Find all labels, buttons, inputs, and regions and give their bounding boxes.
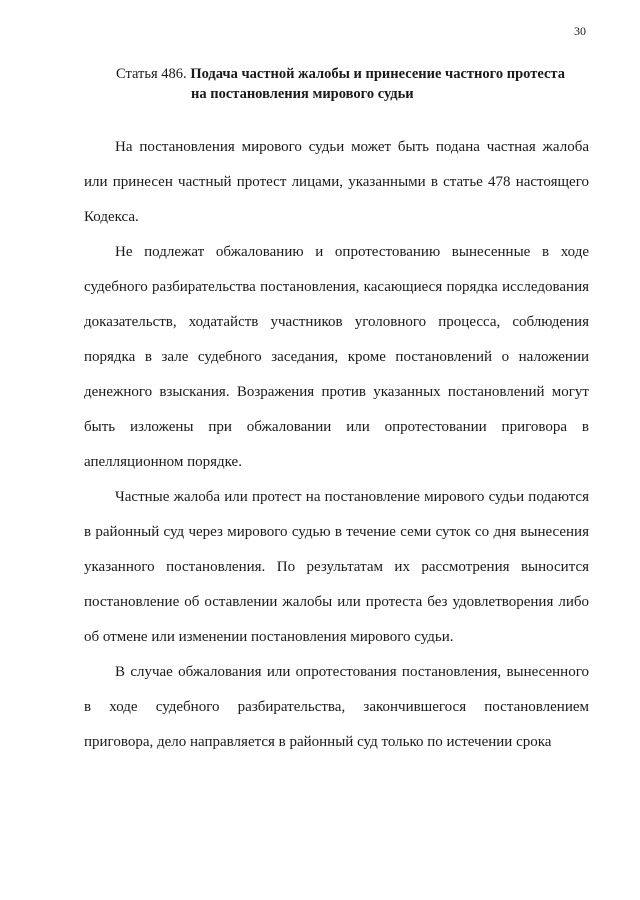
paragraph: В случае обжалования или опротестования постановления, вынесенного в ходе судебного разбирательства, закончившегося постановлением приговора, дело направляется в районный суд только по истечении срока [84, 664, 589, 750]
paragraph: Частные жалоба или протест на постановление мирового судьи подаются в районный суд через мирового судью в течение семи суток со дня вынесения указанного постановления. По результатам их рассмотрения выносится постановление об оставлении жалобы или протеста без удовлетворения либо об отмене или изменении постановления мирового судьи. [84, 489, 589, 645]
article-number: Статья 486. [116, 66, 191, 82]
article-heading [116, 64, 596, 104]
article-title-line-1: Подача частной жалобы и принесение частного протеста [190, 66, 565, 82]
page-number: 30 [574, 24, 586, 38]
paragraph: Не подлежат обжалованию и опротестованию вынесенные в ходе судебного разбирательства постановления, касающиеся порядка исследования доказательств, ходатайств участников уголовного процесса, соблюдения порядка в зале судебного заседания, кроме постановлений о наложении денежного взыскания. Возражения против указанных постановлений могут быть изложены при обжаловании или опротестовании приговора в апелляционном порядке. [84, 244, 589, 470]
article-body [84, 130, 589, 760]
paragraph: На постановления мирового судьи может быть подана частная жалоба или принесен частный протест лицами, указанными в статье 478 настоящего Кодекса. [84, 139, 589, 225]
article-title-line-2: на постановления мирового судьи [191, 86, 414, 102]
